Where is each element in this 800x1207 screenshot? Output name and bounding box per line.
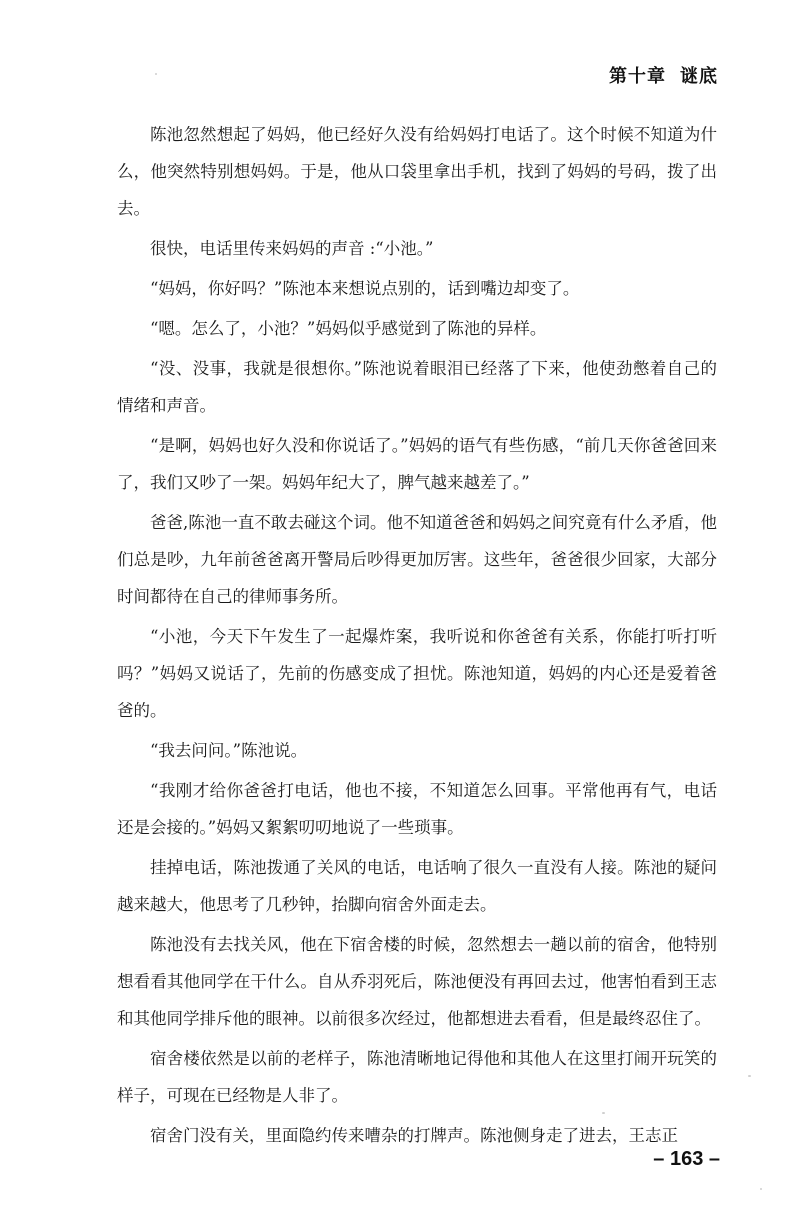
paragraph: 宿舍门没有关，里面隐约传来嘈杂的打牌声。陈池侧身走了进去，王志正: [150, 1126, 678, 1145]
scan-speck: [748, 1075, 751, 1077]
paragraph: “没、没事，我就是很想你。”陈池说着眼泪已经落了下来，他使劲憋着自己的情绪和声音。: [117, 359, 717, 415]
page-number: – 163 –: [653, 1148, 720, 1170]
paragraph: 挂掉电话，陈池拨通了关风的电话，电话响了很久一直没有人接。陈池的疑问越来越大，他思考了几秒钟，抬脚向宿舍外面走去。: [117, 858, 717, 914]
paragraph: “小池，今天下午发生了一起爆炸案，我听说和你爸爸有关系，你能打听打听吗？”妈妈又说话了，先前的伤感变成了担忧。陈池知道，妈妈的内心还是爱着爸爸的。: [117, 627, 717, 720]
paragraph: “妈妈，你好吗？”陈池本来想说点别的，话到嘴边却变了。: [150, 279, 580, 298]
paragraph: 陈池没有去找关风，他在下宿舍楼的时候，忽然想去一趟以前的宿舍，他特别想看看其他同学在干什么。自从乔羽死后，陈池便没有再回去过，他害怕看到王志和其他同学排斥他的眼神。以前很多次经过，他都想进去看看，但是最终忍住了。: [117, 935, 717, 1028]
chapter-header: [609, 62, 718, 88]
scan-speck: [602, 1112, 605, 1114]
paragraph: 陈池忽然想起了妈妈，他已经好久没有给妈妈打电话了。这个时候不知道为什么，他突然特别想妈妈。于是，他从口袋里拿出手机，找到了妈妈的号码，拨了出去。: [117, 125, 717, 218]
scan-speck: [155, 73, 157, 75]
body-text: [117, 116, 717, 1157]
paragraph: 很快，电话里传来妈妈的声音 :“小池。”: [150, 239, 434, 258]
scan-speck: [760, 1188, 762, 1190]
paragraph: “我去问问。”陈池说。: [150, 741, 308, 760]
paragraph: “我刚才给你爸爸打电话，他也不接，不知道怎么回事。平常他再有气，电话还是会接的。”妈妈又絮絮叨叨地说了一些琐事。: [117, 781, 717, 837]
paragraph: “嗯。怎么了，小池？”妈妈似乎感觉到了陈池的异样。: [150, 319, 547, 338]
paragraph: 爸爸,陈池一直不敢去碰这个词。他不知道爸爸和妈妈之间究竟有什么矛盾，他们总是吵，九年前爸爸离开警局后吵得更加厉害。这些年，爸爸很少回家，大部分时间都待在自己的律师事务所。: [117, 513, 717, 606]
chapter-title: 谜底: [680, 66, 718, 87]
chapter-number: 第十章: [609, 66, 666, 87]
paragraph: “是啊，妈妈也好久没和你说话了。”妈妈的语气有些伤感，“前几天你爸爸回来了，我们又吵了一架。妈妈年纪大了，脾气越来越差了。”: [117, 436, 717, 492]
paragraph: 宿舍楼依然是以前的老样子，陈池清晰地记得他和其他人在这里打闹开玩笑的样子，可现在已经物是人非了。: [117, 1049, 717, 1105]
